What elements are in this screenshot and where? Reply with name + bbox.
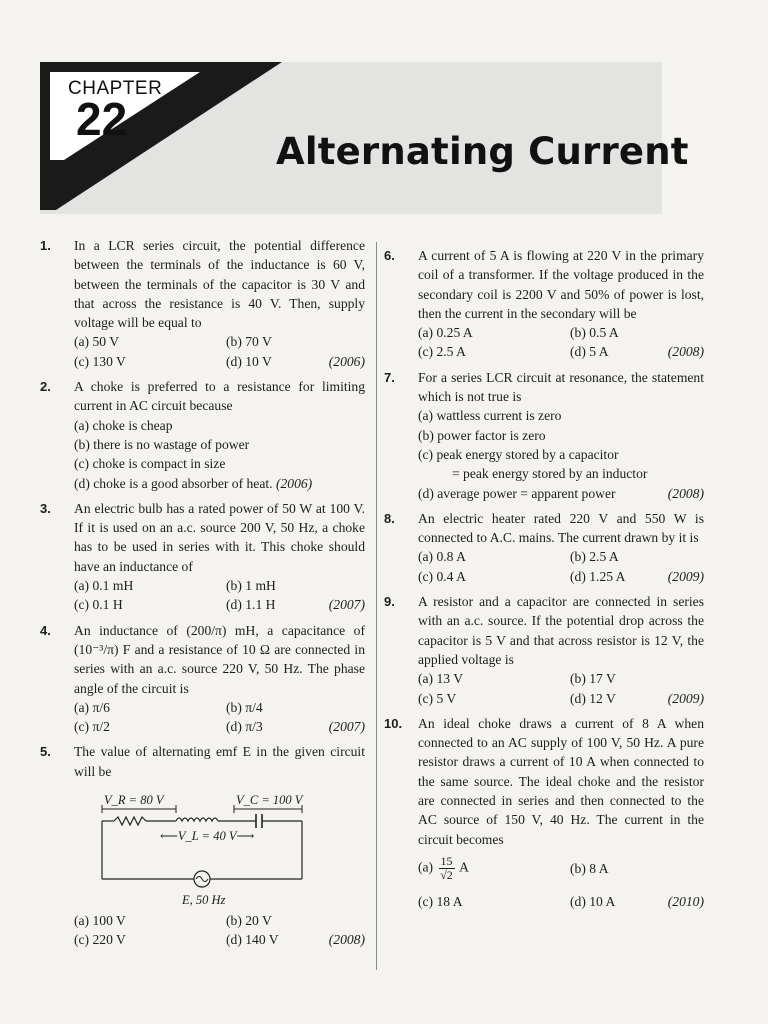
option-a[interactable]: (a) 100 V (74, 913, 126, 929)
question-text: An inductance of (200/π) mH, a capacitance of (10⁻³/π) F and a resistance of 10 Ω are connected in series with an a.c. source 220 V, 50 Hz. The phase angle of the circuit is (74, 622, 365, 696)
question-6 (384, 246, 704, 362)
question-number: 8. (384, 510, 395, 526)
year-label: (2008) (328, 932, 365, 948)
option-d[interactable]: (d) 140 V (226, 932, 279, 948)
question-9 (384, 592, 704, 708)
question-number: 7. (384, 369, 395, 385)
question-options (418, 406, 704, 502)
option-b[interactable]: (b) 17 V (570, 671, 616, 687)
chapter-number: 22 (76, 93, 128, 145)
option-c-continued: = peak energy stored by an inductor (418, 466, 648, 482)
question-options (74, 698, 365, 737)
question-number: 9. (384, 594, 395, 610)
option-c[interactable]: (c) 130 V (74, 353, 126, 369)
question-text: An electric bulb has a rated power of 50 W at 100 V. If it is used on an a.c. source 200 V, 50 Hz, a choke has to be used in series with it. This choke should have an inductance of (74, 500, 365, 574)
capacitor-voltage-label: V_C = 100 V (236, 793, 303, 808)
question-options (418, 855, 704, 911)
question-number: 5. (40, 744, 51, 760)
question-options (74, 332, 365, 371)
question-number: 3. (40, 500, 51, 516)
fraction (439, 855, 455, 882)
option-a[interactable]: (a) choke is cheap (74, 417, 173, 433)
question-3 (40, 499, 365, 615)
option-d[interactable]: (d) 5 A (570, 344, 609, 360)
column-divider (376, 242, 377, 970)
year-label: (2009) (667, 690, 704, 706)
option-c[interactable]: (c) 18 A (418, 893, 463, 909)
year-label: (2010) (667, 893, 704, 909)
option-c[interactable]: (c) peak energy stored by a capacitor (418, 446, 619, 462)
option-d[interactable]: (d) π/3 (226, 719, 263, 735)
question-text: A resistor and a capacitor are connected in series with an a.c. source. If the potential drop across the capacitor is 5 V and that across resistor is 12 V, the applied voltage is (418, 594, 704, 667)
option-b[interactable]: (b) 20 V (226, 913, 272, 929)
year-label: (2008) (667, 344, 704, 360)
chapter-label: CHAPTER (68, 78, 163, 99)
question-options (418, 669, 704, 708)
option-b[interactable]: (b) power factor is zero (418, 427, 546, 443)
left-column (40, 236, 365, 956)
option-b[interactable]: (b) 70 V (226, 334, 272, 350)
year-label: (2007) (328, 719, 365, 735)
chapter-badge-shape (0, 0, 300, 220)
question-number: 1. (40, 238, 51, 253)
year-label: (2006) (275, 475, 313, 491)
question-options (418, 323, 704, 362)
option-c[interactable]: (c) 220 V (74, 932, 126, 948)
question-2 (40, 377, 365, 493)
question-text: A choke is preferred to a resistance for limiting current in AC circuit because (74, 379, 365, 414)
question-number: 2. (40, 379, 51, 395)
question-options (74, 416, 365, 493)
option-c[interactable]: (c) 2.5 A (418, 344, 466, 360)
year-label: (2006) (328, 353, 365, 369)
option-a[interactable]: (a) π/6 (74, 699, 110, 715)
question-text: An ideal choke draws a current of 8 A when connected to an AC supply of 100 V, 50 Hz. A pure resistor draws a current of 10 A when connected to the same source. The ideal choke and the resistor are connected in series and then connected to the AC source of 150 V, 40 Hz. The current in the circuit becomes (418, 715, 704, 847)
option-a-label: (a) (418, 859, 434, 875)
fraction-numerator: 15 (440, 853, 453, 868)
question-number: 6. (384, 248, 395, 263)
option-a[interactable]: (a) 13 V (418, 671, 464, 687)
option-d[interactable]: (d) 1.1 H (226, 597, 276, 613)
question-text: For a series LCR circuit at resonance, the statement which is not true is (418, 369, 704, 405)
option-d[interactable]: (d) 10 V (226, 353, 272, 369)
question-options (418, 547, 704, 586)
option-b[interactable]: (b) π/4 (226, 699, 263, 715)
fraction-unit: A (459, 859, 469, 875)
option-a[interactable] (418, 855, 570, 882)
option-d[interactable]: (d) 10 A (570, 893, 616, 909)
year-label: (2009) (667, 568, 704, 584)
question-1 (40, 236, 365, 371)
option-a[interactable]: (a) 0.25 A (418, 325, 473, 341)
option-b[interactable]: (b) 2.5 A (570, 549, 619, 565)
option-c[interactable]: (c) choke is compact in size (74, 456, 226, 472)
question-8 (384, 509, 704, 586)
question-options (74, 576, 365, 615)
resistor-voltage-label: V_R = 80 V (104, 793, 164, 808)
option-c[interactable]: (c) 5 V (418, 690, 457, 706)
question-options (74, 911, 365, 950)
question-7 (384, 368, 704, 503)
question-number: 4. (40, 622, 51, 638)
fraction-denominator: √2 (440, 867, 453, 882)
option-c[interactable]: (c) 0.1 H (74, 597, 123, 613)
option-a[interactable]: (a) 0.8 A (418, 549, 466, 565)
question-number: 10. (384, 715, 403, 731)
right-column (384, 246, 704, 917)
question-text: The value of alternating emf E in the given circuit will be (74, 744, 365, 779)
chapter-title: Alternating Current (276, 130, 689, 173)
option-d[interactable]: (d) 1.25 A (570, 568, 626, 584)
option-d[interactable]: (d) average power = apparent power (418, 485, 616, 501)
question-5 (40, 742, 365, 949)
year-label: (2008) (667, 485, 704, 501)
option-a[interactable]: (a) wattless current is zero (418, 408, 562, 424)
option-b[interactable]: (b) 8 A (570, 860, 609, 876)
question-4 (40, 621, 365, 737)
inductor-voltage-label: ⟵V_L = 40 V⟶ (160, 829, 255, 844)
option-c[interactable]: (c) 0.4 A (418, 568, 466, 584)
option-b[interactable]: (b) 1 mH (226, 578, 276, 594)
question-text: A current of 5 A is flowing at 220 V in the primary coil of a transformer. If the voltage produced in the secondary coil is 2200 V and 50% of power is lost, then the current in the secondary will be (418, 248, 704, 321)
option-c[interactable]: (c) π/2 (74, 719, 110, 735)
option-d[interactable]: (d) choke is a good absorber of heat. (74, 475, 273, 491)
source-label: E, 50 Hz (182, 893, 226, 908)
circuit-diagram (74, 787, 354, 907)
option-b[interactable]: (b) there is no wastage of power (74, 436, 250, 452)
option-a[interactable]: (a) 0.1 mH (74, 578, 134, 594)
option-a[interactable]: (a) 50 V (74, 334, 120, 350)
question-text: An electric heater rated 220 V and 550 W is connected to A.C. mains. The current drawn by it is (418, 510, 704, 546)
option-b[interactable]: (b) 0.5 A (570, 325, 619, 341)
option-d[interactable]: (d) 12 V (570, 690, 616, 706)
question-text: In a LCR series circuit, the potential difference between the terminals of the inductance is 60 V, between the terminals of the capacitor is 30 V and that across the resistance is 40 V. Then, supply voltage will be equal to (74, 238, 365, 331)
question-10 (384, 714, 704, 911)
year-label: (2007) (328, 597, 365, 613)
